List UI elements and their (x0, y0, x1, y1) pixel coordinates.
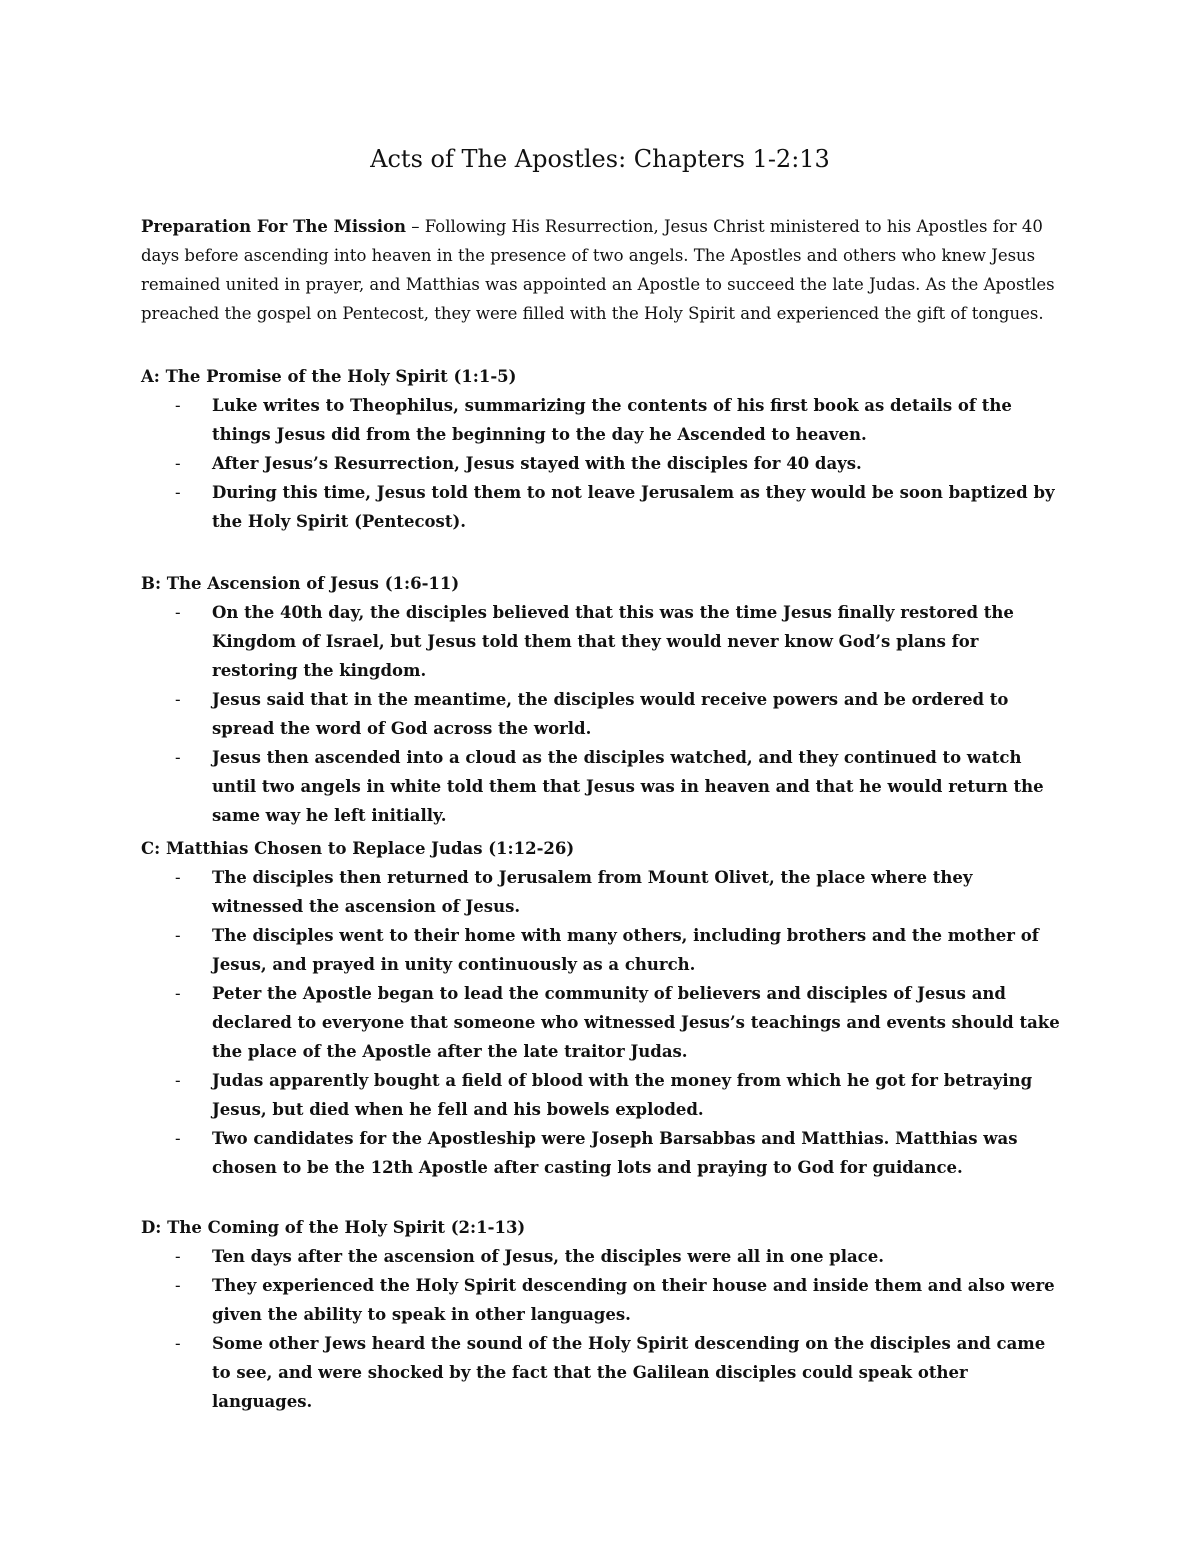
bullet-dash: - (175, 483, 181, 502)
section-b (141, 569, 1066, 830)
bullet-dash: - (175, 1071, 181, 1090)
page-title: Acts of The Apostles: Chapters 1-2:13 (370, 145, 830, 173)
list-item-text: Jesus then ascended into a cloud as the disciples watched, and they continued to watch until two angels in white told them that Jesus was in heaven and that he would return the same way he left initially. (212, 748, 1044, 825)
list-item (141, 979, 1066, 1066)
intro-lead: Preparation For The Mission (141, 217, 406, 236)
list-item-text: Luke writes to Theophilus, summarizing the contents of his first book as details of the things Jesus did from the beginning to the day he Ascended to heaven. (212, 396, 1012, 444)
bullet-dash: - (175, 1129, 181, 1148)
bullet-dash: - (175, 1334, 181, 1353)
list-item (141, 921, 1066, 979)
list-item-text: Ten days after the ascension of Jesus, the disciples were all in one place. (212, 1247, 884, 1266)
bullet-dash: - (175, 868, 181, 887)
list-item (141, 449, 1066, 478)
list-item (141, 391, 1066, 449)
section-a (141, 362, 1066, 536)
list-item-text: The disciples went to their home with many others, including brothers and the mother of Jesus, and prayed in unity continuously as a church. (212, 926, 1039, 974)
bullet-dash: - (175, 926, 181, 945)
list-item (141, 1329, 1066, 1416)
bullet-list (141, 598, 1066, 830)
list-item (141, 478, 1066, 536)
bullet-dash: - (175, 748, 181, 767)
section-heading: A: The Promise of the Holy Spirit (1:1-5) (141, 367, 517, 386)
list-item-text: Jesus said that in the meantime, the disciples would receive powers and be ordered to spread the word of God across the world. (212, 690, 1009, 738)
section-heading: B: The Ascension of Jesus (1:6-11) (141, 574, 460, 593)
section-c (141, 834, 1066, 1182)
bullet-dash: - (175, 984, 181, 1003)
bullet-dash: - (175, 603, 181, 622)
list-item (141, 1066, 1066, 1124)
intro-paragraph (141, 212, 1066, 328)
list-item (141, 598, 1066, 685)
list-item (141, 1271, 1066, 1329)
list-item-text: Peter the Apostle began to lead the community of believers and disciples of Jesus and declared to everyone that someone who witnessed Jesus’s teachings and events should take the place of the Apostle after the late traitor Judas. (212, 984, 1060, 1061)
list-item (141, 1242, 1066, 1271)
bullet-dash: - (175, 454, 181, 473)
section-heading: D: The Coming of the Holy Spirit (2:1-13) (141, 1218, 526, 1237)
list-item (141, 863, 1066, 921)
list-item-text: Some other Jews heard the sound of the Holy Spirit descending on the disciples and came to see, and were shocked by the fact that the Galilean disciples could speak other languages. (212, 1334, 1046, 1411)
bullet-dash: - (175, 690, 181, 709)
bullet-list (141, 1242, 1066, 1416)
bullet-dash: - (175, 1247, 181, 1266)
list-item-text: They experienced the Holy Spirit descending on their house and inside them and also were given the ability to speak in other languages. (212, 1276, 1055, 1324)
list-item-text: The disciples then returned to Jerusalem from Mount Olivet, the place where they witnessed the ascension of Jesus. (212, 868, 973, 916)
section-d (141, 1213, 1066, 1416)
bullet-dash: - (175, 1276, 181, 1295)
list-item (141, 685, 1066, 743)
list-item-text: On the 40th day, the disciples believed that this was the time Jesus finally restored the Kingdom of Israel, but Jesus told them that they would never know God’s plans for restoring the kingdom. (212, 603, 1014, 680)
list-item-text: During this time, Jesus told them to not leave Jerusalem as they would be soon baptized by the Holy Spirit (Pentecost). (212, 483, 1055, 531)
bullet-dash: - (175, 396, 181, 415)
intro-text: – Following His Resurrection, Jesus Christ ministered to his Apostles for 40 days before ascending into heaven in the presence of two angels. The Apostles and others who knew Jesus remained united in prayer, and Matthias was appointed an Apostle to succeed the late Judas. As the Apostles preached the gospel on Pentecost, they were filled with the Holy Spirit and experienced the gift of tongues. (141, 217, 1055, 323)
list-item (141, 1124, 1066, 1182)
list-item-text: Judas apparently bought a field of blood with the money from which he got for betraying Jesus, but died when he fell and his bowels exploded. (212, 1071, 1033, 1119)
section-heading: C: Matthias Chosen to Replace Judas (1:12-26) (141, 839, 575, 858)
bullet-list (141, 391, 1066, 536)
list-item-text: After Jesus’s Resurrection, Jesus stayed with the disciples for 40 days. (212, 454, 862, 473)
list-item (141, 743, 1066, 830)
bullet-list (141, 863, 1066, 1182)
list-item-text: Two candidates for the Apostleship were Joseph Barsabbas and Matthias. Matthias was chosen to be the 12th Apostle after casting lots and praying to God for guidance. (212, 1129, 1018, 1177)
